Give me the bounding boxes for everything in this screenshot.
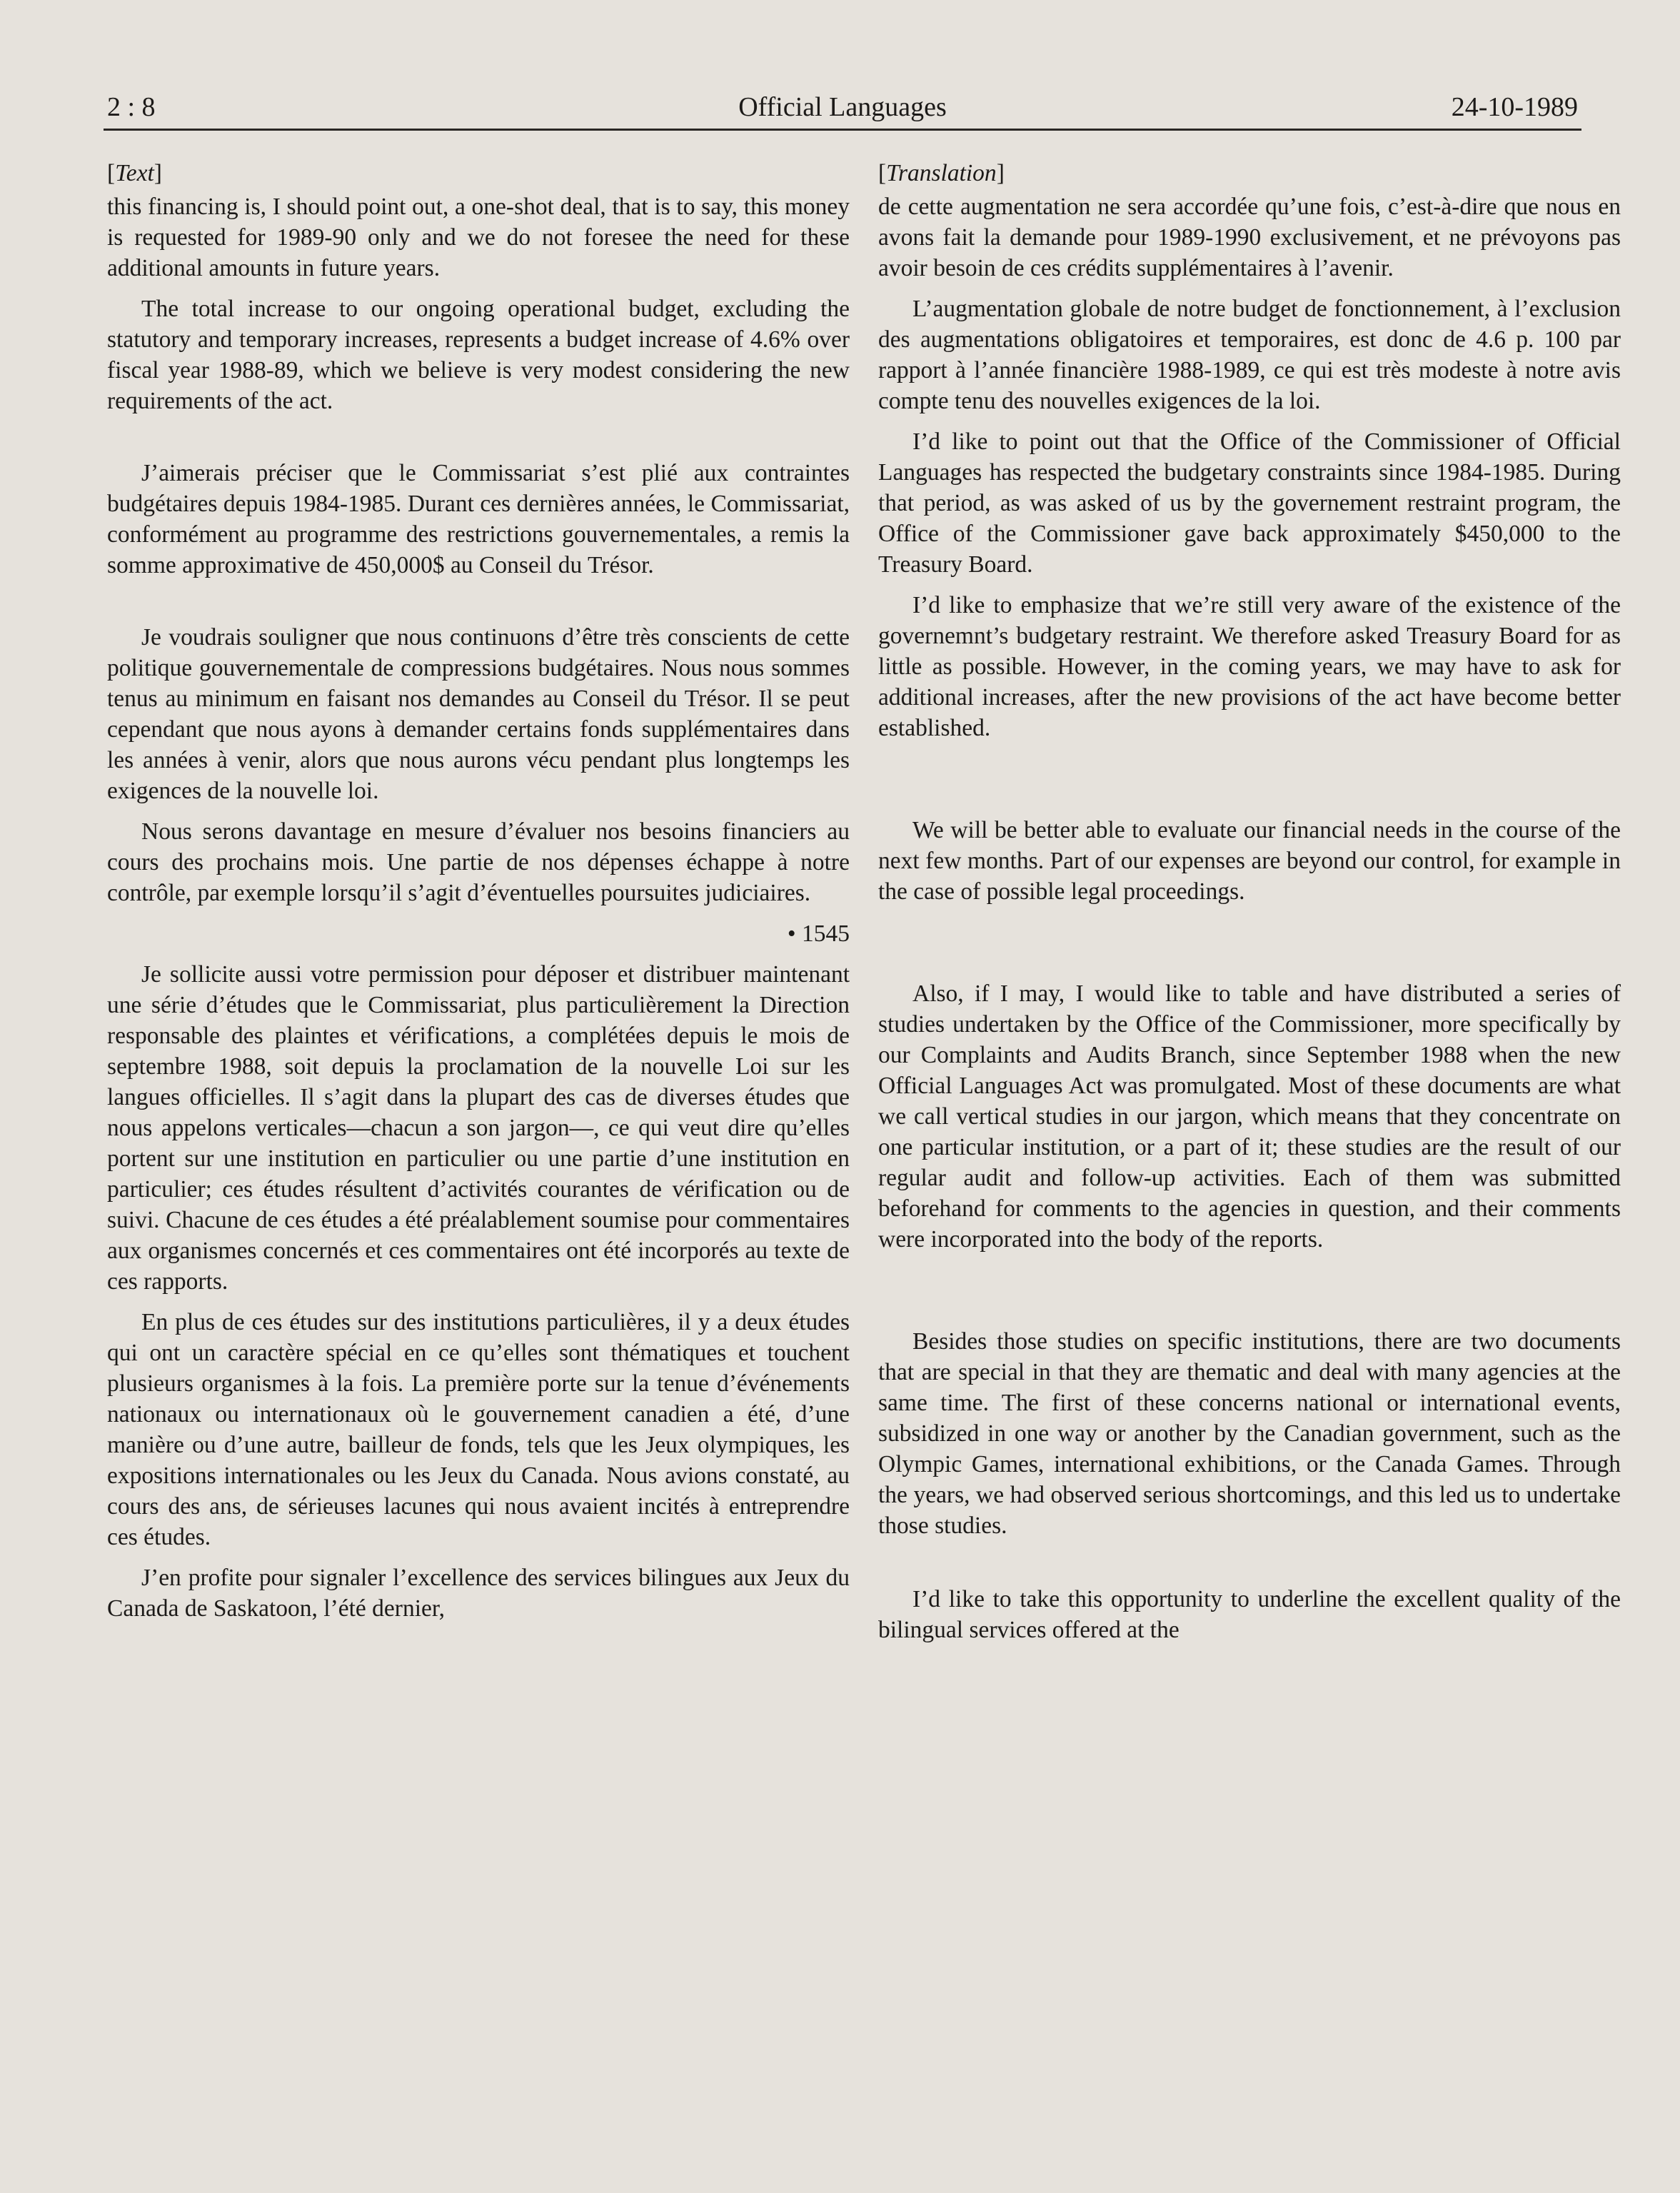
left-paragraph-2: The total increase to our ongoing operational budget, excluding the statutory and temporary increases, represents a budget increase of 4.6% over fiscal year 1988-89, which we believe is very modest considering the new requirements of the act. [107,296,850,414]
right-paragraph-5: We will be better able to evaluate our financial needs in the course of the next few months. Part of our expenses are beyond our control, for example in the case of possible legal proceedings. [878,817,1621,905]
left-paragraph-3: J’aimerais préciser que le Commissariat s’est plié aux contraintes budgétaires depuis 1984-1985. Durant ces dernières années, le Commissariat, conformément au programme des restrictions gouvernementales, a remis la somme approximative de 450,000$ au Conseil du Trésor. [107,460,850,578]
right-paragraph-8: I’d like to take this opportunity to underline the excellent quality of the bilingual services offered at the [878,1586,1621,1643]
right-column [878,156,1621,1645]
left-paragraph-8: J’en profite pour signaler l’excellence des services bilingues aux Jeux du Canada de Saskatoon, l’été dernier, [107,1565,850,1622]
page-header [107,86,1578,129]
right-paragraph-1: de cette augmentation ne sera accordée qu’une fois, c’est-à-dire que nous en avons fait la demande pour 1989-1990 exclusivement, et ne prévoyons pas avoir besoin de ces crédits supplémentaires à l’avenir. [878,194,1621,281]
translation-tag: [Translation] [878,160,1005,186]
right-paragraph-4: I’d like to emphasize that we’re still very aware of the existence of the governemnt’s budgetary restraint. We therefore asked Treasury Board for as little as possible. However, in the coming years, we may have to ask for additional increases, after the new provisions of the act have become better established. [878,592,1621,741]
left-column [107,156,850,1624]
header-rule [104,129,1581,131]
right-paragraph-6: Also, if I may, I would like to table and have distributed a series of studies undertaken by the Office of the Commissioner, more specifically by our Complaints and Audits Branch, since September 1988 when the new Official Languages Act was promulgated. Most of these documents are what we call vertical studies in our jargon, which means that they concentrate on one particular institution, or a part of it; these studies are the result of our regular audit and follow-up activities. Each of them was submitted beforehand for comments to the agencies in question, and their comments were incorporated into the body of the reports. [878,980,1621,1253]
page-title: Official Languages [738,92,947,122]
right-paragraph-2: L’augmentation globale de notre budget de fonctionnement, à l’exclusion des augmentations obligatoires et temporaires, est donc de 4.6 p. 100 par rapport à l’année financière 1988-1989, ce qui est très modeste à notre avis compte tenu des nouvelles exigences de la loi. [878,296,1621,414]
left-paragraph-6: Je sollicite aussi votre permission pour déposer et distribuer maintenant une série d’études que le Commissariat, plus particulièrement la Direction responsable des plaintes et vérifications, a complétées depuis le mois de septembre 1988, soit depuis la proclamation de la nouvelle Loi sur les langues officielles. Il s’agit dans la plupart des cas de diverses études que nous appelons verticales—chacun a son jargon—, ce qui veut dire qu’elles portent sur une institution en particulier ou une partie d’une institution en particulier; ces études résultent d’activités courantes de vérification ou de suivi. Chacune de ces études a été préalablement soumise pour commentaires aux organismes concernés et ces commentaires ont été incorporés au texte de ces rapports. [107,961,850,1295]
left-paragraph-4: Je voudrais souligner que nous continuons d’être très conscients de cette politique gouvernementale de compressions budgétaires. Nous nous sommes tenus au minimum en faisant nos demandes au Conseil du Trésor. Il se peut cependant que nous ayons à demander certains fonds supplémentaires dans les années à venir, alors que nous aurons vécu pendant plus longtemps les exigences de la nouvelle loi. [107,624,850,804]
time-marker: • 1545 [787,920,850,947]
page-date: 24-10-1989 [1451,92,1578,122]
right-paragraph-7: Besides those studies on specific institutions, there are two documents that are special in that they are thematic and deal with many agencies at the same time. The first of these concerns national or international events, subsidized in one way or another by the Canadian government, such as the Olympic Games, international exhibitions, or the Canada Games. Through the years, we had observed serious shortcomings, and this led us to undertake those studies. [878,1328,1621,1539]
left-paragraph-5: Nous serons davantage en mesure d’évaluer nos besoins financiers au cours des prochains mois. Une partie de nos dépenses échappe à notre contrôle, par exemple lorsqu’il s’agit d’éventuelles poursuites judiciaires. [107,818,850,906]
text-tag: [Text] [107,160,162,186]
left-paragraph-1: this financing is, I should point out, a one-shot deal, that is to say, this money is requested for 1989-90 only and we do not foresee the need for these additional amounts in future years. [107,194,850,281]
right-paragraph-3: I’d like to point out that the Office of the Commissioner of Official Languages has respected the budgetary constraints since 1984-1985. During that period, as was asked of us by the governement restraint program, the Office of the Commissioner gave back approximately $450,000 to the Treasury Board. [878,428,1621,578]
page-number: 2 : 8 [107,92,156,122]
left-paragraph-7: En plus de ces études sur des institutions particulières, il y a deux études qui ont un caractère spécial en ce qu’elles sont thématiques et touchent plusieurs organismes à la fois. La première porte sur la tenue d’événements nationaux ou internationaux où le gouvernement canadien a été, d’une manière ou d’une autre, bailleur de fonds, tels que les Jeux olympiques, les expositions internationales ou les Jeux du Canada. Nous avions constaté, au cours des ans, de sérieuses lacunes qui nous avaient incités à entreprendre ces études. [107,1309,850,1550]
